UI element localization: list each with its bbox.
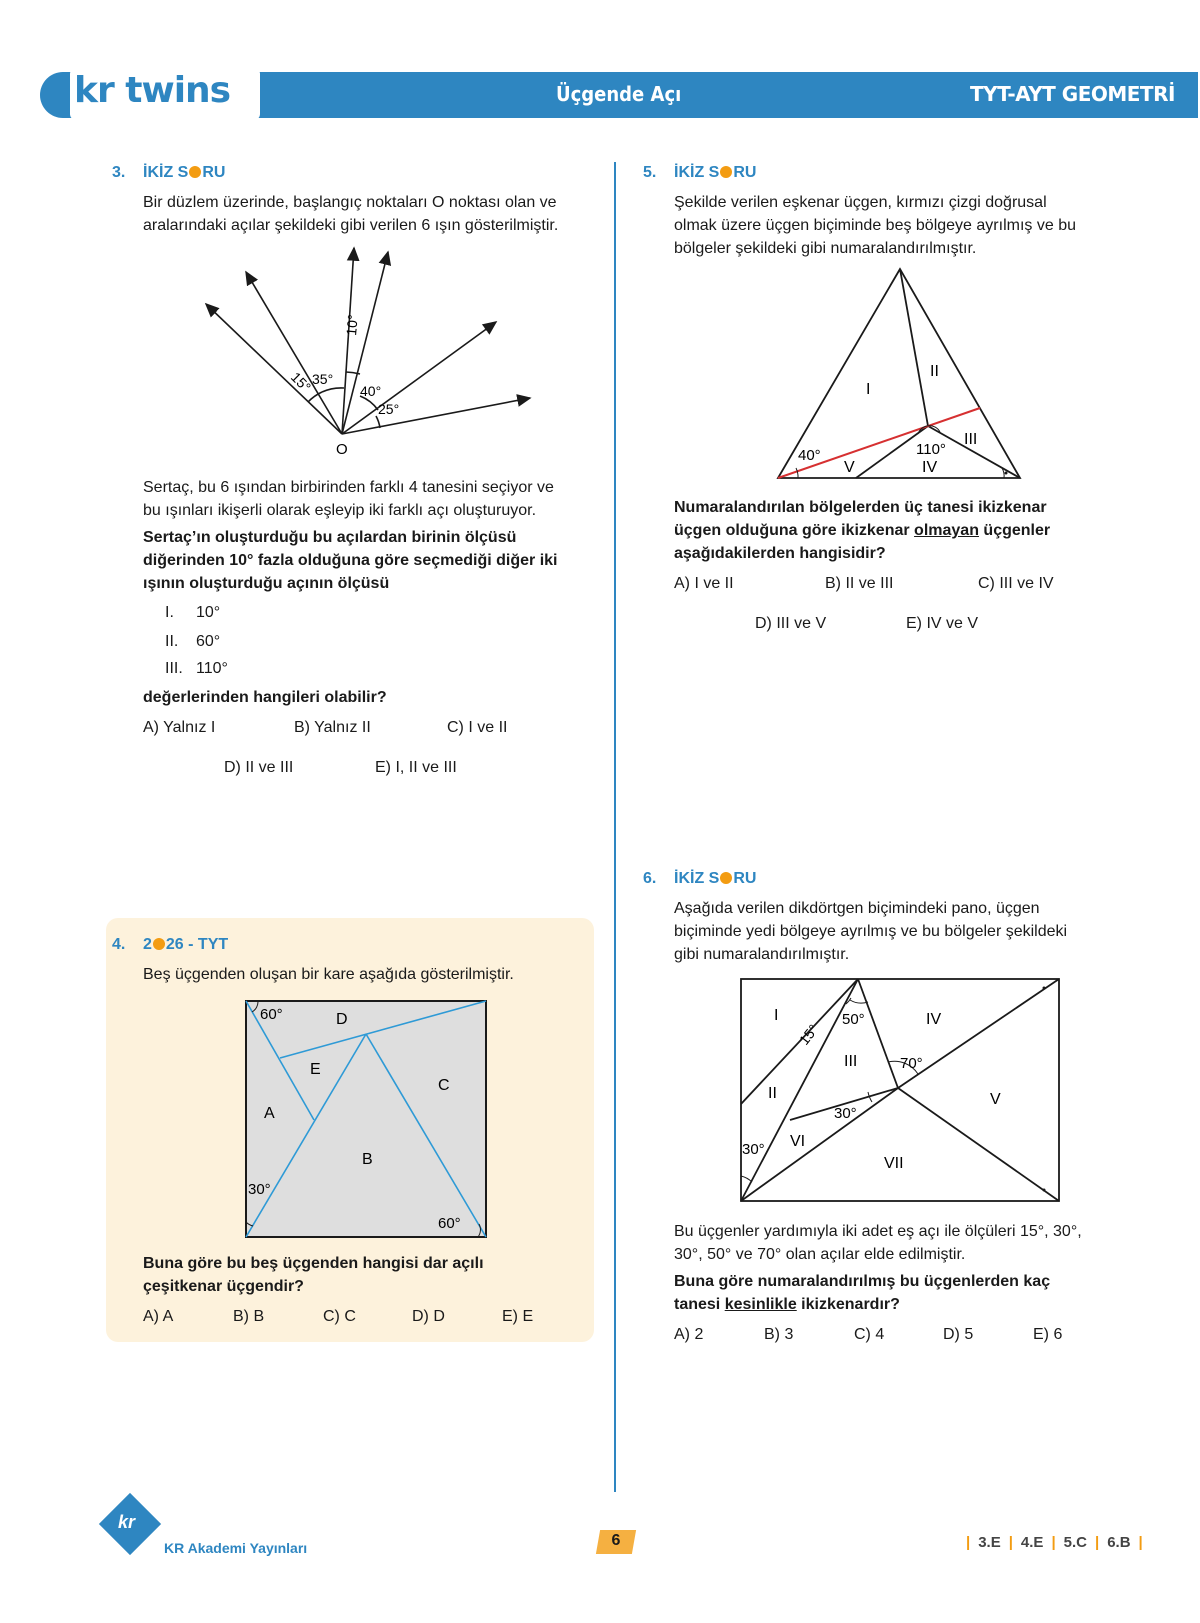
q5-question-line2: üçgen olduğuna göre ikizkenar olmayan üçgenler	[674, 522, 1051, 539]
q3-question-line1: Sertaç’ın oluşturduğu bu açılardan birinin ölçüsü	[143, 529, 517, 546]
q6-rectangle-figure	[738, 976, 1062, 1204]
q6-number: 6.	[643, 870, 657, 887]
q3-option-d[interactable]: D) II ve III	[224, 759, 294, 776]
q6-region-1: I	[774, 1007, 779, 1024]
q6-region-3: III	[844, 1053, 858, 1070]
q6-tag: İKİZ S RU	[674, 870, 757, 887]
q5-region-3: III	[964, 431, 978, 448]
q6-intro-line2: biçiminde yedi bölgeye ayrılmış ve bu bölgeler şekildeki	[674, 923, 1068, 940]
q6-option-d[interactable]: D) 5	[943, 1326, 974, 1343]
q6-angle-50: 50°	[842, 1011, 865, 1028]
q4-label-e: E	[310, 1061, 321, 1078]
q5-region-1: I	[866, 381, 871, 398]
answer-key: | 3.E | 4.E | 5.C | 6.B |	[966, 1534, 1143, 1551]
q5-question-line3: aşağıdakilerden hangisidir?	[674, 545, 886, 562]
q4-angle-60-top: 60°	[260, 1006, 283, 1023]
q6-angle-70: 70°	[900, 1055, 923, 1072]
q3-rays-figure	[190, 240, 540, 460]
q3-body-line1: Sertaç, bu 6 ışından birbirinden farklı 4 tanesini seçiyor ve	[143, 479, 554, 496]
q3-intro-line1: Bir düzlem üzerinde, başlangıç noktaları O noktası olan ve	[143, 194, 557, 211]
q6-region-7: VII	[884, 1155, 904, 1172]
q3-tag: İKİZ S RU	[143, 164, 226, 181]
q3-item-1-value: 10°	[196, 604, 221, 621]
q6-intro-line1: Aşağıda verilen dikdörtgen biçimindeki pano, üçgen	[674, 900, 1040, 917]
tag-dot-icon	[720, 872, 732, 884]
q5-region-5: V	[844, 459, 855, 476]
q3-item-2-value: 60°	[196, 633, 221, 650]
q3-option-c[interactable]: C) I ve II	[447, 719, 508, 736]
q6-angle-15: 15°	[795, 1021, 822, 1048]
q6-body-line1: Bu üçgenler yardımıyla iki adet eş açı ile ölçüleri 15°, 30°,	[674, 1223, 1082, 1240]
q4-option-e[interactable]: E) E	[502, 1308, 534, 1325]
q5-intro-line1: Şekilde verilen eşkenar üçgen, kırmızı çizgi doğrusal	[674, 194, 1047, 211]
answer-4: 4.E	[1020, 1534, 1044, 1551]
q5-option-d[interactable]: D) III ve V	[755, 615, 827, 632]
q3-item-2-roman: II.	[165, 633, 179, 650]
q3-angle-35: 35°	[312, 371, 334, 387]
q5-number: 5.	[643, 164, 657, 181]
q3-option-e[interactable]: E) I, II ve III	[375, 759, 457, 776]
q4-tag: 2 26 - TYT	[143, 936, 229, 953]
q5-angle-110: 110°	[916, 441, 946, 458]
q3-question-line2: diğerinden 10° fazla olduğuna göre seçmediği diğer iki	[143, 552, 558, 569]
q6-option-b[interactable]: B) 3	[764, 1326, 794, 1343]
q3-question-line3: ışının oluşturduğu açının ölçüsü	[143, 575, 390, 592]
q6-question-line1: Buna göre numaralandırılmış bu üçgenlerden kaç	[674, 1273, 1051, 1290]
answer-5: 5.C	[1063, 1534, 1087, 1551]
q3-item-1-roman: I.	[165, 604, 174, 621]
q6-question-line2: tanesi kesinlikle ikizkenardır?	[674, 1296, 900, 1313]
q6-option-e[interactable]: E) 6	[1033, 1326, 1063, 1343]
q5-option-c[interactable]: C) III ve IV	[978, 575, 1054, 592]
q4-number: 4.	[112, 936, 126, 953]
answer-6: 6.B	[1107, 1534, 1131, 1551]
page-number: 6	[611, 1532, 621, 1549]
q5-region-2: II	[930, 363, 939, 380]
q4-angle-30: 30°	[248, 1181, 271, 1198]
q3-angle-15: 15°	[287, 368, 315, 396]
tag-dot-icon	[720, 166, 732, 178]
q4-option-d[interactable]: D) D	[412, 1308, 445, 1325]
column-divider	[614, 162, 616, 1492]
q4-question-line1: Buna göre bu beş üçgenden hangisi dar açılı	[143, 1255, 484, 1272]
q6-region-5: V	[990, 1091, 1001, 1108]
q3-angle-10: 10°	[343, 313, 361, 337]
q6-body-line2: 30°, 50° ve 70° olan açılar elde edilmiştir.	[674, 1246, 966, 1263]
q3-item-3-roman: III.	[165, 660, 183, 677]
q5-intro-line3: bölgeler şekildeki gibi numaralandırılmıştır.	[674, 240, 977, 257]
q5-question-line1: Numaralandırılan bölgelerden üç tanesi ikizkenar	[674, 499, 1047, 516]
q3-angle-40: 40°	[360, 383, 382, 399]
subject-title: TYT-AYT GEOMETRİ	[970, 82, 1175, 106]
q6-region-6: VI	[790, 1133, 806, 1150]
q6-angle-30-left: 30°	[742, 1141, 765, 1158]
q3-body-line2: bu ışınları ikişerli olarak eşleyip iki farklı açı oluşturuyor.	[143, 502, 537, 519]
q5-triangle-figure	[770, 266, 1030, 482]
q5-tag: İKİZ S RU	[674, 164, 757, 181]
q5-option-a[interactable]: A) I ve II	[674, 575, 734, 592]
q3-option-b[interactable]: B) Yalnız II	[294, 719, 371, 736]
q4-angle-60-bottom: 60°	[438, 1215, 461, 1232]
q3-angle-25: 25°	[378, 401, 400, 417]
q3-item-3-value: 110°	[196, 660, 228, 677]
q3-intro-line2: aralarındaki açılar şekildeki gibi verilen 6 ışın gösterilmiştir.	[143, 217, 559, 234]
q6-region-2: II	[768, 1085, 777, 1102]
q5-intro-line2: olmak üzere üçgen biçiminde beş bölgeye ayrılmış ve bu	[674, 217, 1076, 234]
chapter-title: Üçgende Açı	[556, 82, 682, 106]
q4-option-c[interactable]: C) C	[323, 1308, 356, 1325]
q4-question-line2: çeşitkenar üçgendir?	[143, 1278, 304, 1295]
q6-angle-30-center: 30°	[834, 1105, 857, 1122]
q5-option-e[interactable]: E) IV ve V	[906, 615, 979, 632]
q4-square-figure	[240, 998, 490, 1242]
q6-intro-line3: gibi numaralandırılmıştır.	[674, 946, 850, 963]
tag-dot-icon	[153, 938, 165, 950]
q6-region-4: IV	[926, 1011, 942, 1028]
answer-3: 3.E	[978, 1534, 1001, 1551]
q4-label-a: A	[264, 1105, 275, 1122]
q3-number: 3.	[112, 164, 126, 181]
logo: kr twins	[74, 70, 231, 111]
q5-region-4: IV	[922, 459, 938, 476]
tag-dot-icon	[189, 166, 201, 178]
publisher-name: KR Akademi Yayınları	[164, 1540, 308, 1556]
q5-angle-40: 40°	[798, 447, 821, 464]
q3-origin-label: O	[336, 441, 348, 458]
q3-question-end: değerlerinden hangileri olabilir?	[143, 689, 387, 706]
q5-option-b[interactable]: B) II ve III	[825, 575, 894, 592]
q4-label-b: B	[362, 1151, 373, 1168]
q4-label-c: C	[438, 1077, 450, 1094]
q6-option-a[interactable]: A) 2	[674, 1326, 704, 1343]
q6-option-c[interactable]: C) 4	[854, 1326, 885, 1343]
publisher-logo-text: kr	[118, 1512, 136, 1532]
q3-option-a[interactable]: A) Yalnız I	[143, 719, 216, 736]
q4-option-b[interactable]: B) B	[233, 1308, 265, 1325]
q4-option-a[interactable]: A) A	[143, 1308, 174, 1325]
q4-intro: Beş üçgenden oluşan bir kare aşağıda gösterilmiştir.	[143, 966, 514, 983]
q4-label-d: D	[336, 1011, 348, 1028]
